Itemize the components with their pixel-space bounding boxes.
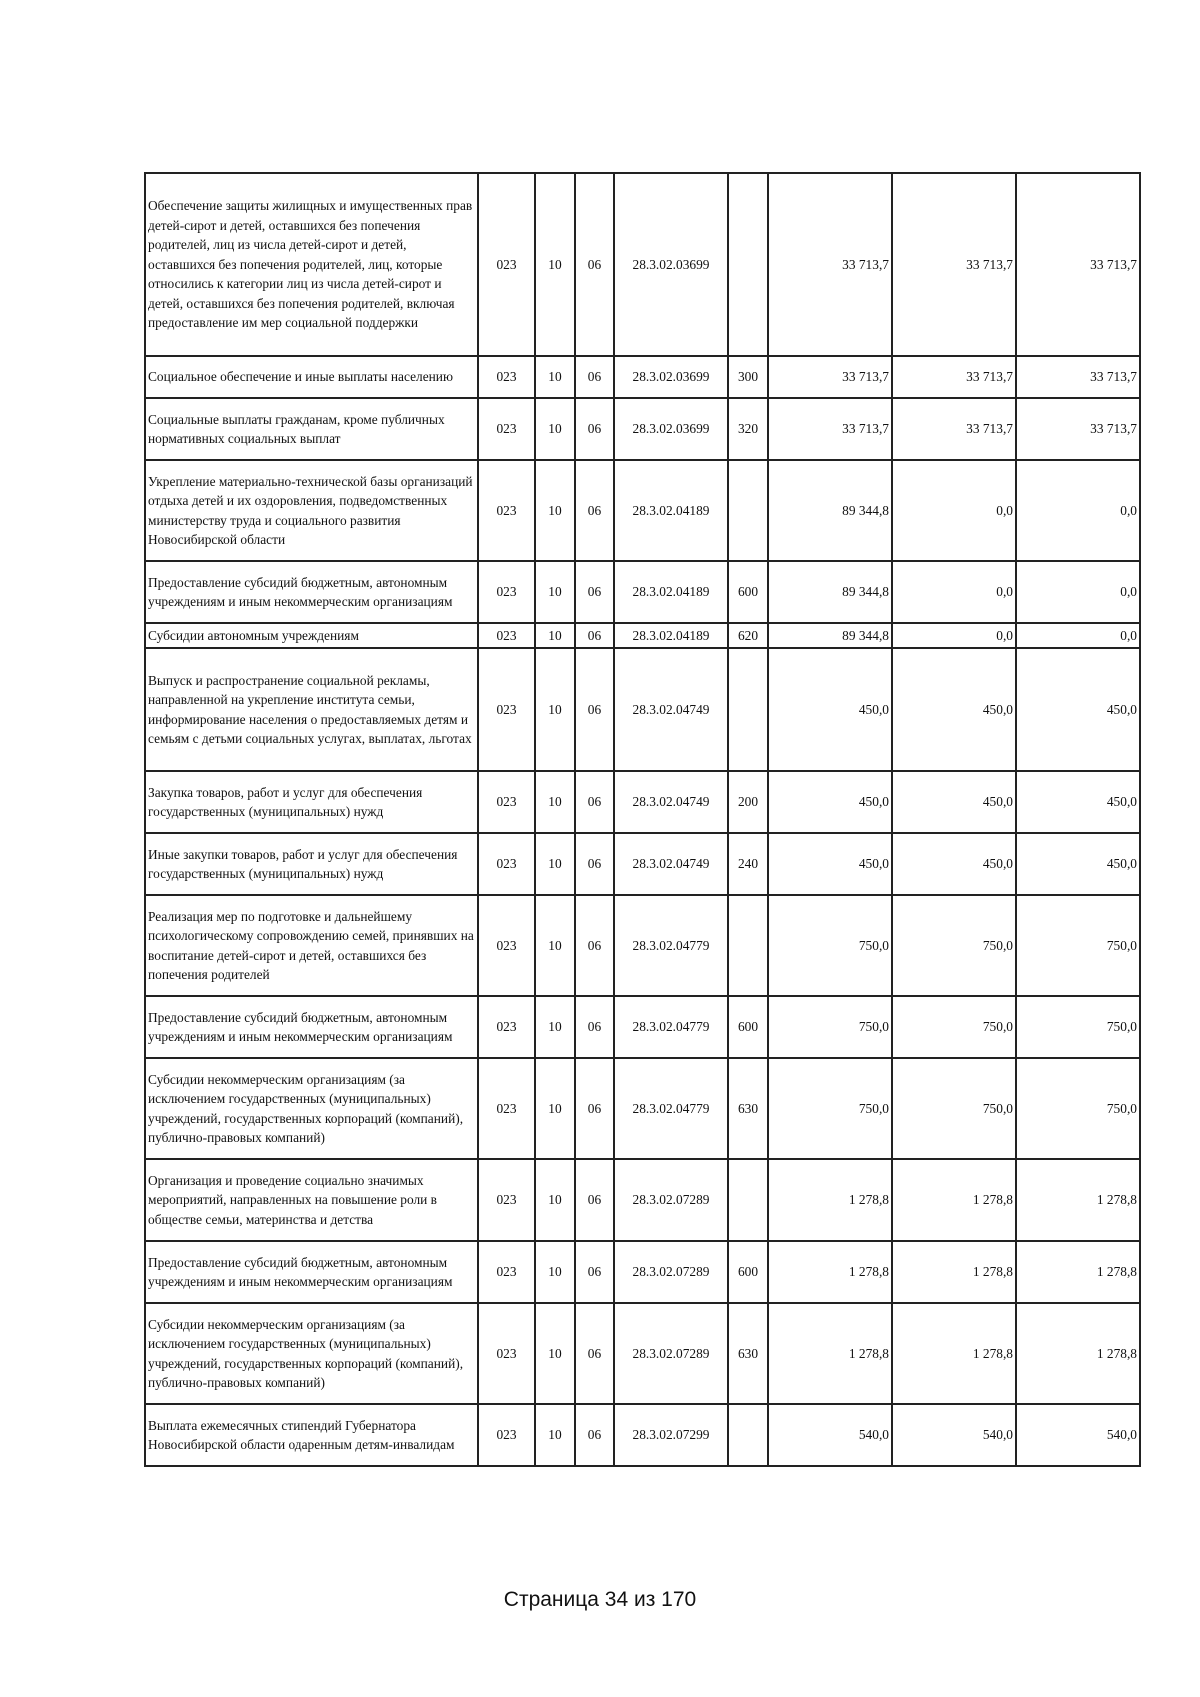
table-row: [145, 1241, 1140, 1303]
ministry-code: 023: [478, 1058, 535, 1159]
amount-year-2: 0,0: [892, 561, 1016, 623]
amount-year-1: 1 278,8: [768, 1303, 892, 1404]
ministry-code: 023: [478, 1404, 535, 1466]
amount-year-1: 450,0: [768, 771, 892, 833]
row-description: Субсидии некоммерческим организациям (за исключением государственных (муниципальных) учреждений, государственных корпораций (компаний), публично-правовых компаний): [145, 1303, 478, 1404]
table-row: [145, 173, 1140, 356]
subsection-code: 06: [575, 895, 614, 996]
amount-year-3: 1 278,8: [1016, 1303, 1140, 1404]
table-row: [145, 1159, 1140, 1241]
amount-year-2: 540,0: [892, 1404, 1016, 1466]
ministry-code: 023: [478, 648, 535, 771]
amount-year-3: 33 713,7: [1016, 173, 1140, 356]
expense-type-code: 630: [728, 1058, 768, 1159]
table-row: [145, 771, 1140, 833]
amount-year-3: 1 278,8: [1016, 1241, 1140, 1303]
target-article-code: 28.3.02.03699: [614, 173, 728, 356]
expense-type-code: 600: [728, 996, 768, 1058]
row-description: Выпуск и распространение социальной рекламы, направленной на укрепление института семьи, информирование населения о предоставляемых детям и семьям с детьми социальных услугах, выплатах, льготах: [145, 648, 478, 771]
target-article-code: 28.3.02.07289: [614, 1241, 728, 1303]
page-number: Страница 34 из 170: [503, 1588, 697, 1611]
amount-year-2: 750,0: [892, 895, 1016, 996]
ministry-code: 023: [478, 1241, 535, 1303]
amount-year-1: 450,0: [768, 833, 892, 895]
row-description: Предоставление субсидий бюджетным, автономным учреждениям и иным некоммерческим организациям: [145, 1241, 478, 1303]
amount-year-1: 33 713,7: [768, 398, 892, 460]
section-code: 10: [535, 460, 575, 561]
expense-type-code: 200: [728, 771, 768, 833]
ministry-code: 023: [478, 623, 535, 648]
target-article-code: 28.3.02.04779: [614, 895, 728, 996]
row-description: Обеспечение защиты жилищных и имущественных прав детей-сирот и детей, оставшихся без попечения родителей, лиц из числа детей-сирот и детей, оставшихся без попечения родителей, лиц, которые относились к категории лиц из числа детей-сирот и детей, оставшихся без попечения родителей, включая предоставление им мер социальной поддержки: [145, 173, 478, 356]
amount-year-3: 540,0: [1016, 1404, 1140, 1466]
ministry-code: 023: [478, 996, 535, 1058]
table-body: [145, 173, 1140, 1466]
target-article-code: 28.3.02.04189: [614, 561, 728, 623]
section-code: 10: [535, 1159, 575, 1241]
amount-year-2: 0,0: [892, 623, 1016, 648]
target-article-code: 28.3.02.04779: [614, 1058, 728, 1159]
target-article-code: 28.3.02.03699: [614, 356, 728, 398]
expense-type-code: 600: [728, 1241, 768, 1303]
subsection-code: 06: [575, 1241, 614, 1303]
amount-year-3: 450,0: [1016, 648, 1140, 771]
expense-type-code: [728, 895, 768, 996]
row-description: Субсидии некоммерческим организациям (за исключением государственных (муниципальных) учреждений, государственных корпораций (компаний), публично-правовых компаний): [145, 1058, 478, 1159]
ministry-code: 023: [478, 460, 535, 561]
row-description: Иные закупки товаров, работ и услуг для обеспечения государственных (муниципальных) нужд: [145, 833, 478, 895]
table-row: [145, 833, 1140, 895]
expense-type-code: [728, 1404, 768, 1466]
section-code: 10: [535, 895, 575, 996]
row-description: Закупка товаров, работ и услуг для обеспечения государственных (муниципальных) нужд: [145, 771, 478, 833]
amount-year-2: 450,0: [892, 833, 1016, 895]
ministry-code: 023: [478, 1159, 535, 1241]
section-code: 10: [535, 1241, 575, 1303]
subsection-code: 06: [575, 173, 614, 356]
subsection-code: 06: [575, 648, 614, 771]
ministry-code: 023: [478, 895, 535, 996]
table-row: [145, 895, 1140, 996]
amount-year-1: 750,0: [768, 1058, 892, 1159]
ministry-code: 023: [478, 833, 535, 895]
row-description: Социальные выплаты гражданам, кроме публичных нормативных социальных выплат: [145, 398, 478, 460]
amount-year-3: 0,0: [1016, 460, 1140, 561]
subsection-code: 06: [575, 623, 614, 648]
section-code: 10: [535, 561, 575, 623]
expense-type-code: [728, 173, 768, 356]
target-article-code: 28.3.02.04749: [614, 833, 728, 895]
amount-year-3: 0,0: [1016, 561, 1140, 623]
target-article-code: 28.3.02.07299: [614, 1404, 728, 1466]
amount-year-1: 33 713,7: [768, 356, 892, 398]
amount-year-1: 450,0: [768, 648, 892, 771]
subsection-code: 06: [575, 1303, 614, 1404]
row-description: Субсидии автономным учреждениям: [145, 623, 478, 648]
table-row: [145, 1058, 1140, 1159]
subsection-code: 06: [575, 356, 614, 398]
table-row: [145, 1303, 1140, 1404]
amount-year-2: 750,0: [892, 1058, 1016, 1159]
amount-year-3: 450,0: [1016, 833, 1140, 895]
section-code: 10: [535, 648, 575, 771]
amount-year-2: 450,0: [892, 648, 1016, 771]
subsection-code: 06: [575, 1058, 614, 1159]
amount-year-1: 1 278,8: [768, 1241, 892, 1303]
subsection-code: 06: [575, 771, 614, 833]
amount-year-1: 89 344,8: [768, 561, 892, 623]
ministry-code: 023: [478, 398, 535, 460]
expense-type-code: [728, 460, 768, 561]
target-article-code: 28.3.02.04779: [614, 996, 728, 1058]
amount-year-2: 1 278,8: [892, 1303, 1016, 1404]
amount-year-2: 1 278,8: [892, 1241, 1016, 1303]
table-row: [145, 561, 1140, 623]
subsection-code: 06: [575, 1404, 614, 1466]
amount-year-2: 33 713,7: [892, 356, 1016, 398]
section-code: 10: [535, 996, 575, 1058]
row-description: Выплата ежемесячных стипендий Губернатора Новосибирской области одаренным детям-инвалидам: [145, 1404, 478, 1466]
section-code: 10: [535, 398, 575, 460]
subsection-code: 06: [575, 398, 614, 460]
section-code: 10: [535, 1058, 575, 1159]
amount-year-3: 33 713,7: [1016, 356, 1140, 398]
target-article-code: 28.3.02.04189: [614, 623, 728, 648]
amount-year-3: 0,0: [1016, 623, 1140, 648]
subsection-code: 06: [575, 833, 614, 895]
table-row: [145, 623, 1140, 648]
subsection-code: 06: [575, 1159, 614, 1241]
section-code: 10: [535, 1303, 575, 1404]
section-code: 10: [535, 356, 575, 398]
target-article-code: 28.3.02.03699: [614, 398, 728, 460]
ministry-code: 023: [478, 173, 535, 356]
expense-type-code: 300: [728, 356, 768, 398]
amount-year-1: 750,0: [768, 895, 892, 996]
table-row: [145, 398, 1140, 460]
table-row: [145, 356, 1140, 398]
row-description: Предоставление субсидий бюджетным, автономным учреждениям и иным некоммерческим организациям: [145, 561, 478, 623]
expense-type-code: 320: [728, 398, 768, 460]
row-description: Социальное обеспечение и иные выплаты населению: [145, 356, 478, 398]
row-description: Предоставление субсидий бюджетным, автономным учреждениям и иным некоммерческим организациям: [145, 996, 478, 1058]
target-article-code: 28.3.02.07289: [614, 1303, 728, 1404]
amount-year-3: 750,0: [1016, 1058, 1140, 1159]
amount-year-3: 33 713,7: [1016, 398, 1140, 460]
amount-year-1: 89 344,8: [768, 623, 892, 648]
target-article-code: 28.3.02.07289: [614, 1159, 728, 1241]
table-row: [145, 460, 1140, 561]
table-row: [145, 996, 1140, 1058]
section-code: 10: [535, 1404, 575, 1466]
ministry-code: 023: [478, 771, 535, 833]
ministry-code: 023: [478, 1303, 535, 1404]
expense-type-code: 630: [728, 1303, 768, 1404]
amount-year-2: 1 278,8: [892, 1159, 1016, 1241]
row-description: Реализация мер по подготовке и дальнейшему психологическому сопровождению семей, принявших на воспитание детей-сирот и детей, оставшихся без попечения родителей: [145, 895, 478, 996]
amount-year-2: 33 713,7: [892, 173, 1016, 356]
subsection-code: 06: [575, 996, 614, 1058]
expense-type-code: [728, 648, 768, 771]
target-article-code: 28.3.02.04749: [614, 771, 728, 833]
subsection-code: 06: [575, 460, 614, 561]
target-article-code: 28.3.02.04189: [614, 460, 728, 561]
row-description: Организация и проведение социально значимых мероприятий, направленных на повышение роли в обществе семьи, материнства и детства: [145, 1159, 478, 1241]
row-description: Укрепление материально-технической базы организаций отдыха детей и их оздоровления, подведомственных министерству труда и социального развития Новосибирской области: [145, 460, 478, 561]
amount-year-1: 540,0: [768, 1404, 892, 1466]
amount-year-1: 33 713,7: [768, 173, 892, 356]
amount-year-2: 450,0: [892, 771, 1016, 833]
table-row: [145, 648, 1140, 771]
section-code: 10: [535, 623, 575, 648]
target-article-code: 28.3.02.04749: [614, 648, 728, 771]
amount-year-2: 33 713,7: [892, 398, 1016, 460]
section-code: 10: [535, 771, 575, 833]
amount-year-1: 750,0: [768, 996, 892, 1058]
subsection-code: 06: [575, 561, 614, 623]
table-row: [145, 1404, 1140, 1466]
amount-year-3: 750,0: [1016, 996, 1140, 1058]
amount-year-1: 1 278,8: [768, 1159, 892, 1241]
amount-year-2: 750,0: [892, 996, 1016, 1058]
amount-year-1: 89 344,8: [768, 460, 892, 561]
ministry-code: 023: [478, 561, 535, 623]
amount-year-2: 0,0: [892, 460, 1016, 561]
amount-year-3: 750,0: [1016, 895, 1140, 996]
expense-type-code: 240: [728, 833, 768, 895]
expense-type-code: [728, 1159, 768, 1241]
amount-year-3: 450,0: [1016, 771, 1140, 833]
expense-type-code: 600: [728, 561, 768, 623]
amount-year-3: 1 278,8: [1016, 1159, 1140, 1241]
budget-table: [144, 172, 1141, 1467]
section-code: 10: [535, 173, 575, 356]
section-code: 10: [535, 833, 575, 895]
ministry-code: 023: [478, 356, 535, 398]
expense-type-code: 620: [728, 623, 768, 648]
